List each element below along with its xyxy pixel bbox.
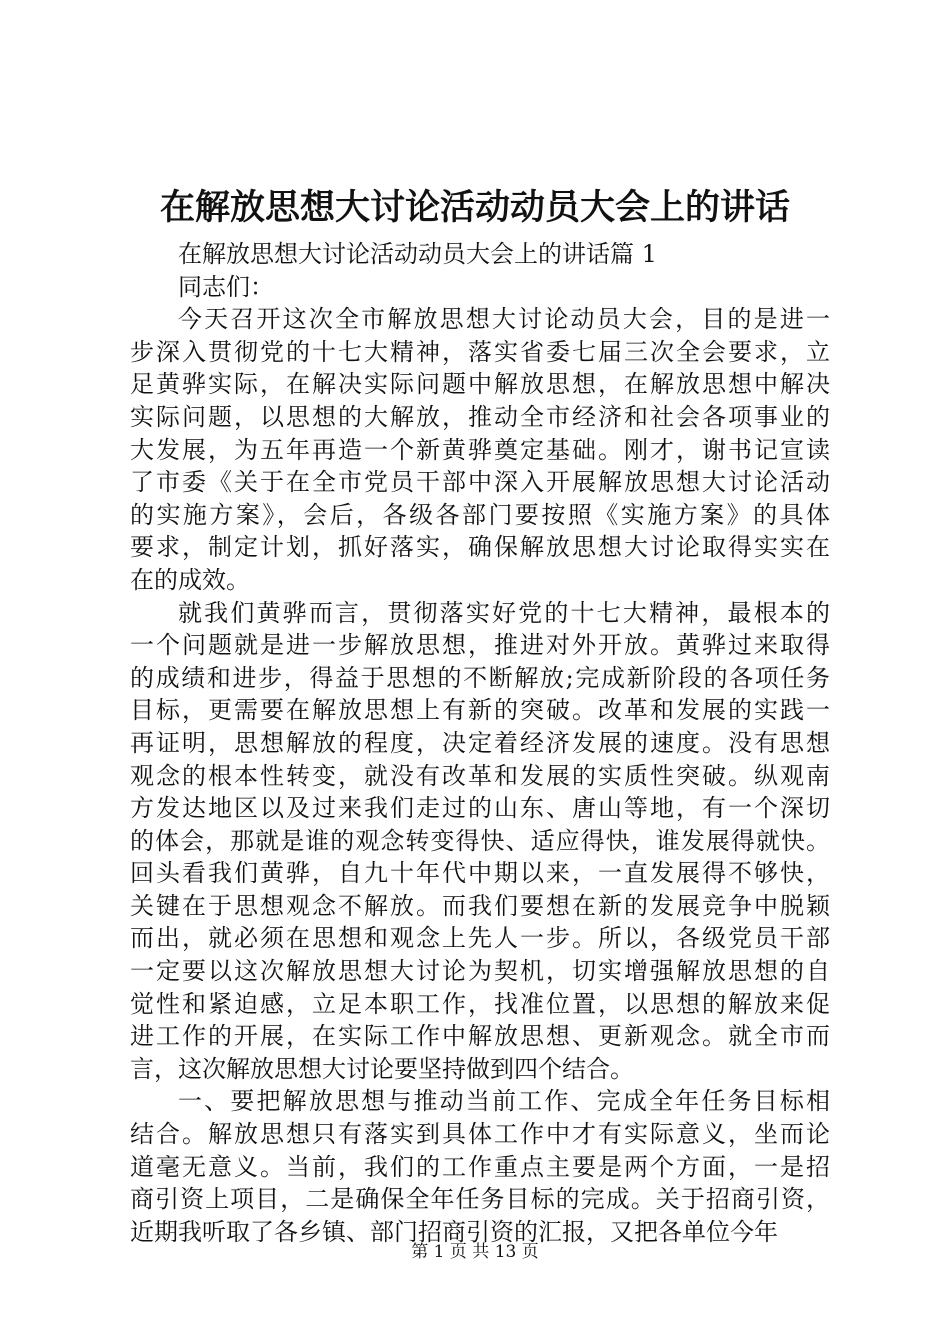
paragraph-line: 目标，更需要在解放思想上有新的突破。改革和发展的实践一: [130, 696, 830, 725]
paragraph-line: 今天召开这次全市解放思想大讨论动员大会，目的是进一: [178, 305, 830, 334]
document-title: 在解放思想大讨论活动动员大会上的讲话: [159, 187, 790, 228]
paragraph-line: 近期我听取了各乡镇、部门招商引资的汇报，又把各单位今年: [130, 1217, 778, 1246]
paragraph-line: 一定要以这次解放思想大讨论为契机，切实增强解放思想的自: [130, 957, 830, 986]
page-number-footer: 第 1 页 共 13 页: [411, 1242, 539, 1262]
paragraph-line: 再证明，思想解放的程度，决定着经济发展的速度。没有思想: [130, 728, 830, 757]
paragraph-line: 而出，就必须在思想和观念上先人一步。所以，各级党员干部: [130, 924, 830, 953]
paragraph-line: 言，这次解放思想大讨论要坚持做到四个结合。: [130, 1054, 634, 1083]
paragraph-line: 一个问题就是进一步解放思想，推进对外开放。黄骅过来取得: [130, 631, 830, 660]
paragraph-line: 道毫无意义。当前，我们的工作重点主要是两个方面，一是招: [130, 1152, 830, 1181]
paragraph-line: 一、要把解放思想与推动当前工作、完成全年任务目标相: [178, 1087, 830, 1116]
paragraph-line: 实际问题，以思想的大解放，推动全市经济和社会各项事业的: [130, 402, 830, 431]
paragraph-line: 了市委《关于在全市党员干部中深入开展解放思想大讨论活动: [130, 468, 830, 497]
salutation: 同志们：: [178, 272, 274, 301]
document-body: [130, 238, 830, 1248]
paragraph-line: 的实施方案》，会后，各级各部门要按照《实施方案》的具体: [130, 500, 830, 529]
paragraph-line: 步深入贯彻党的十七大精神，落实省委七届三次全会要求，立: [130, 337, 830, 366]
paragraph-line: 就我们黄骅而言，贯彻落实好党的十七大精神，最根本的: [178, 598, 830, 627]
paragraph-line: 关键在于思想观念不解放。而我们要想在新的发展竞争中脱颖: [130, 891, 830, 920]
paragraph-line: 方发达地区以及过来我们走过的山东、唐山等地，有一个深切: [130, 794, 830, 823]
paragraph-line: 商引资上项目，二是确保全年任务目标的完成。关于招商引资，: [130, 1185, 830, 1214]
paragraph-line: 觉性和紧迫感，立足本职工作，找准位置，以思想的解放来促: [130, 989, 830, 1018]
paragraph-line: 足黄骅实际，在解决实际问题中解放思想，在解放思想中解决: [130, 370, 830, 399]
paragraph-line: 结合。解放思想只有落实到具体工作中才有实际意义，坐而论: [130, 1120, 830, 1149]
paragraph-line: 回头看我们黄骅，自九十年代中期以来，一直发展得不够快，: [130, 859, 830, 888]
paragraph-line: 要求，制定计划，抓好落实，确保解放思想大讨论取得实实在: [130, 533, 830, 562]
paragraph-line: 的成绩和进步，得益于思想的不断解放;完成新阶段的各项任务: [130, 663, 830, 692]
paragraph-line: 大发展，为五年再造一个新黄骅奠定基础。刚才，谢书记宣读: [130, 435, 830, 464]
paragraph-line: 的体会，那就是谁的观念转变得快、适应得快，谁发展得就快。: [130, 826, 830, 855]
paragraph-line: 进工作的开展，在实际工作中解放思想、更新观念。就全市而: [130, 1022, 830, 1051]
section-subtitle: 在解放思想大讨论活动动员大会上的讲话篇 1: [178, 240, 657, 268]
paragraph-line: 观念的根本性转变，就没有改革和发展的实质性突破。纵观南: [130, 761, 830, 790]
paragraph-line: 在的成效。: [130, 565, 250, 594]
